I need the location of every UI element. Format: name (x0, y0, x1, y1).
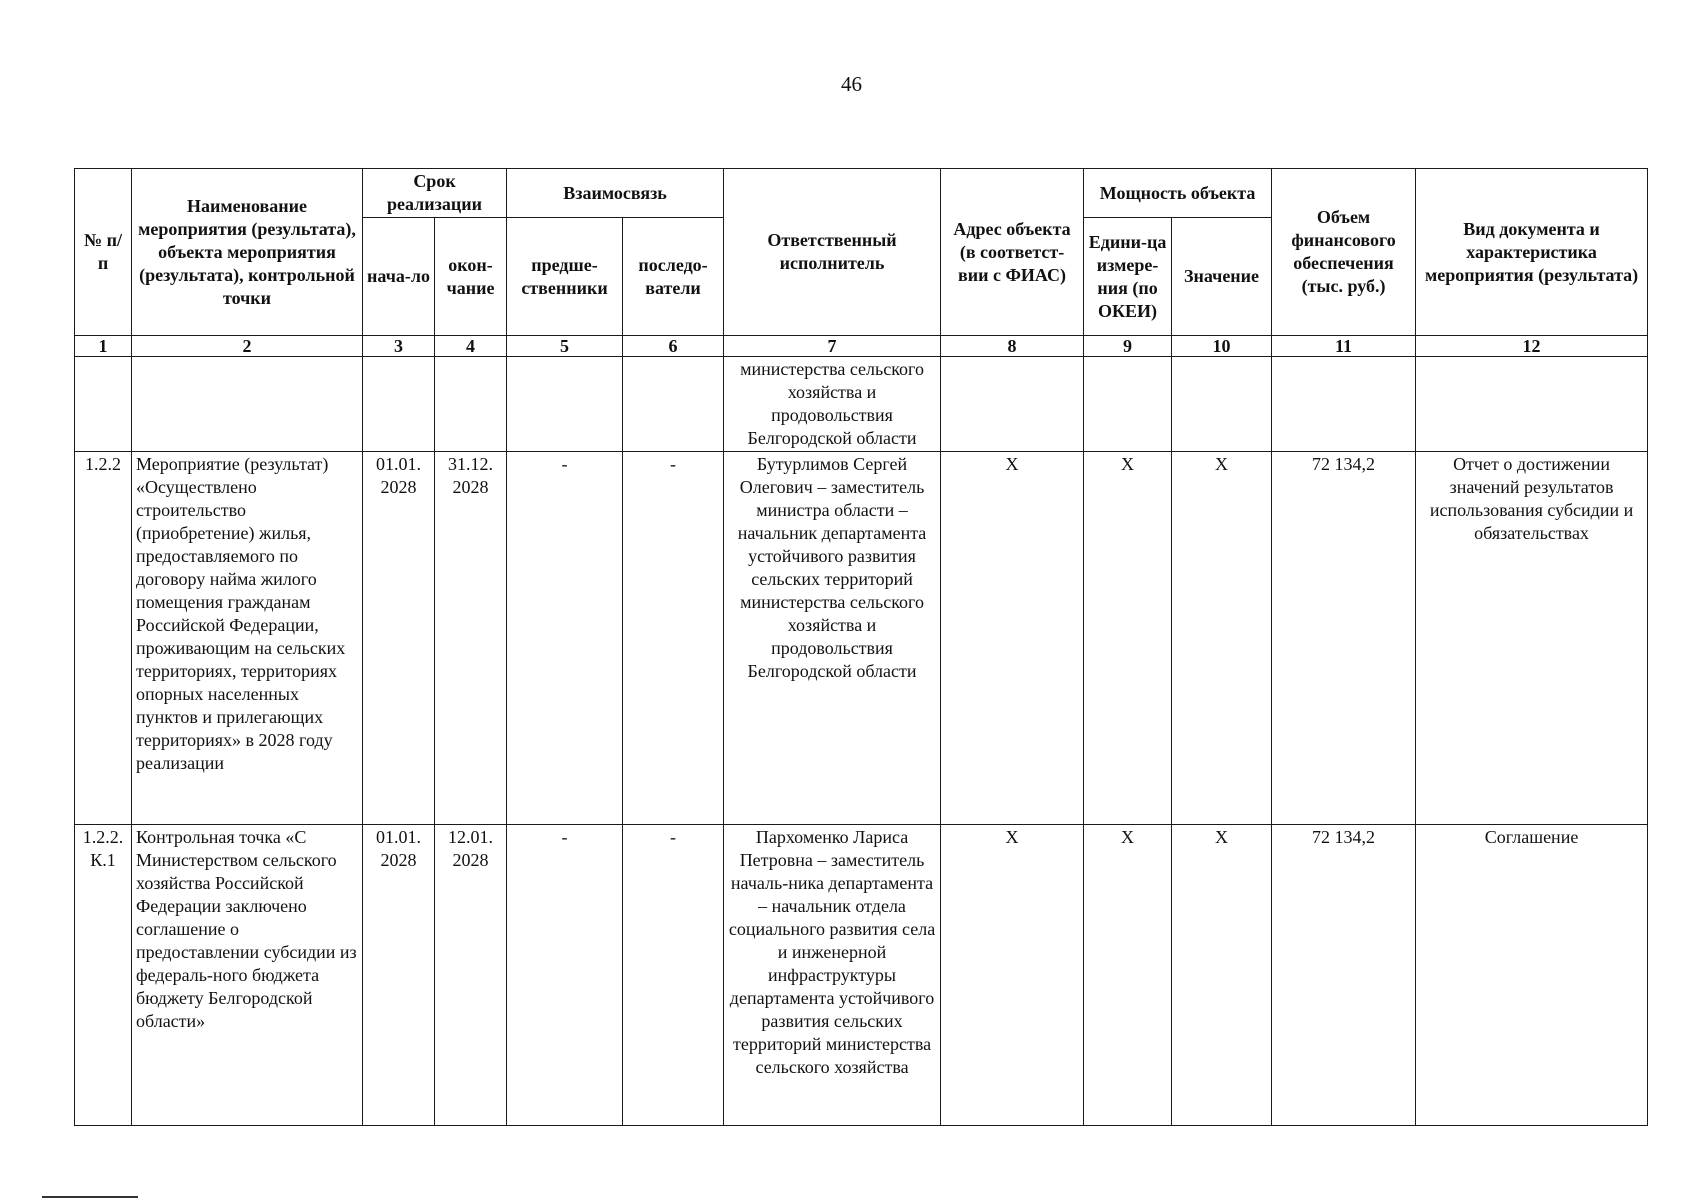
header-address: Адрес объекта (в соответст-вии с ФИАС) (941, 169, 1084, 336)
cell-unit (1084, 357, 1172, 452)
header-doc: Вид документа и характеристика мероприятия (результата) (1416, 169, 1648, 336)
table-row (75, 357, 1648, 452)
cell-address: X (941, 825, 1084, 1126)
header-term-end: окон-чание (435, 218, 507, 336)
col-number: 5 (507, 336, 623, 357)
cell-end: 12.01. 2028 (435, 825, 507, 1126)
col-number: 8 (941, 336, 1084, 357)
col-number: 11 (1272, 336, 1416, 357)
header-capacity: Мощность объекта (1084, 169, 1272, 218)
cell-doc: Отчет о достижении значений результатов использования субсидии и обязательствах (1416, 452, 1648, 825)
cell-unit: X (1084, 452, 1172, 825)
col-number: 10 (1172, 336, 1272, 357)
page-number: 46 (841, 72, 862, 96)
cell-responsible: Пархоменко Лариса Петровна – заместитель началь-ника департамента – начальник отдела социального развития села и инженерной инфраструктуры департамента устойчивого развития сельских территорий министерства сельского хозяйства (724, 825, 941, 1126)
header-link-next: последо-ватели (623, 218, 724, 336)
cell-name (132, 357, 363, 452)
cell-finance (1272, 357, 1416, 452)
header-term: Срок реализации (363, 169, 507, 218)
cell-next: - (623, 452, 724, 825)
cell-address (941, 357, 1084, 452)
cell-prev (507, 357, 623, 452)
col-number: 7 (724, 336, 941, 357)
cell-address: X (941, 452, 1084, 825)
cell-next: - (623, 825, 724, 1126)
cell-num: 1.2.2. К.1 (75, 825, 132, 1126)
col-number: 4 (435, 336, 507, 357)
cell-value (1172, 357, 1272, 452)
table-row (75, 452, 1648, 825)
header-value: Значение (1172, 218, 1272, 336)
header-num: № п/п (75, 169, 132, 336)
col-number: 12 (1416, 336, 1648, 357)
cell-prev: - (507, 825, 623, 1126)
plan-table (74, 168, 1648, 1126)
cell-finance: 72 134,2 (1272, 825, 1416, 1126)
cell-value: X (1172, 452, 1272, 825)
cell-next (623, 357, 724, 452)
cell-end (435, 357, 507, 452)
cell-num: 1.2.2 (75, 452, 132, 825)
col-number: 2 (132, 336, 363, 357)
header-finance: Объем финансового обеспечения (тыс. руб.) (1272, 169, 1416, 336)
col-number: 6 (623, 336, 724, 357)
col-number: 1 (75, 336, 132, 357)
header-name: Наименование мероприятия (результата), объекта мероприятия (результата), контрольной точки (132, 169, 363, 336)
cell-doc: Соглашение (1416, 825, 1648, 1126)
cell-prev: - (507, 452, 623, 825)
cell-start: 01.01. 2028 (363, 452, 435, 825)
column-number-row (75, 336, 1648, 357)
header-responsible: Ответственный исполнитель (724, 169, 941, 336)
table-header (75, 169, 1648, 336)
col-number: 3 (363, 336, 435, 357)
cell-responsible: министерства сельского хозяйства и продовольствия Белгородской области (724, 357, 941, 452)
header-term-start: нача-ло (363, 218, 435, 336)
col-number: 9 (1084, 336, 1172, 357)
table-row (75, 825, 1648, 1126)
header-link-prev: предше-ственники (507, 218, 623, 336)
cell-start (363, 357, 435, 452)
cell-value: X (1172, 825, 1272, 1126)
scan-mark-line (42, 1196, 138, 1198)
cell-name: Мероприятие (результат) «Осуществлено строительство (приобретение) жилья, предоставляемого по договору найма жилого помещения гражданам Российской Федерации, проживающим на сельских территориях, территориях опорных населенных пунктов и прилегающих территориях» в 2028 году реализации (132, 452, 363, 825)
cell-unit: X (1084, 825, 1172, 1126)
cell-finance: 72 134,2 (1272, 452, 1416, 825)
cell-start: 01.01. 2028 (363, 825, 435, 1126)
cell-name: Контрольная точка «С Министерством сельского хозяйства Российской Федерации заключено соглашение о предоставлении субсидии из федераль-ного бюджета бюджету Белгородской области» (132, 825, 363, 1126)
cell-doc (1416, 357, 1648, 452)
header-link: Взаимосвязь (507, 169, 724, 218)
cell-num (75, 357, 132, 452)
header-unit: Едини-ца измере-ния (по ОКЕИ) (1084, 218, 1172, 336)
cell-end: 31.12. 2028 (435, 452, 507, 825)
cell-responsible: Бутурлимов Сергей Олегович – заместитель министра области – начальник департамента устойчивого развития сельских территорий министерства сельского хозяйства и продовольствия Белгородской области (724, 452, 941, 825)
